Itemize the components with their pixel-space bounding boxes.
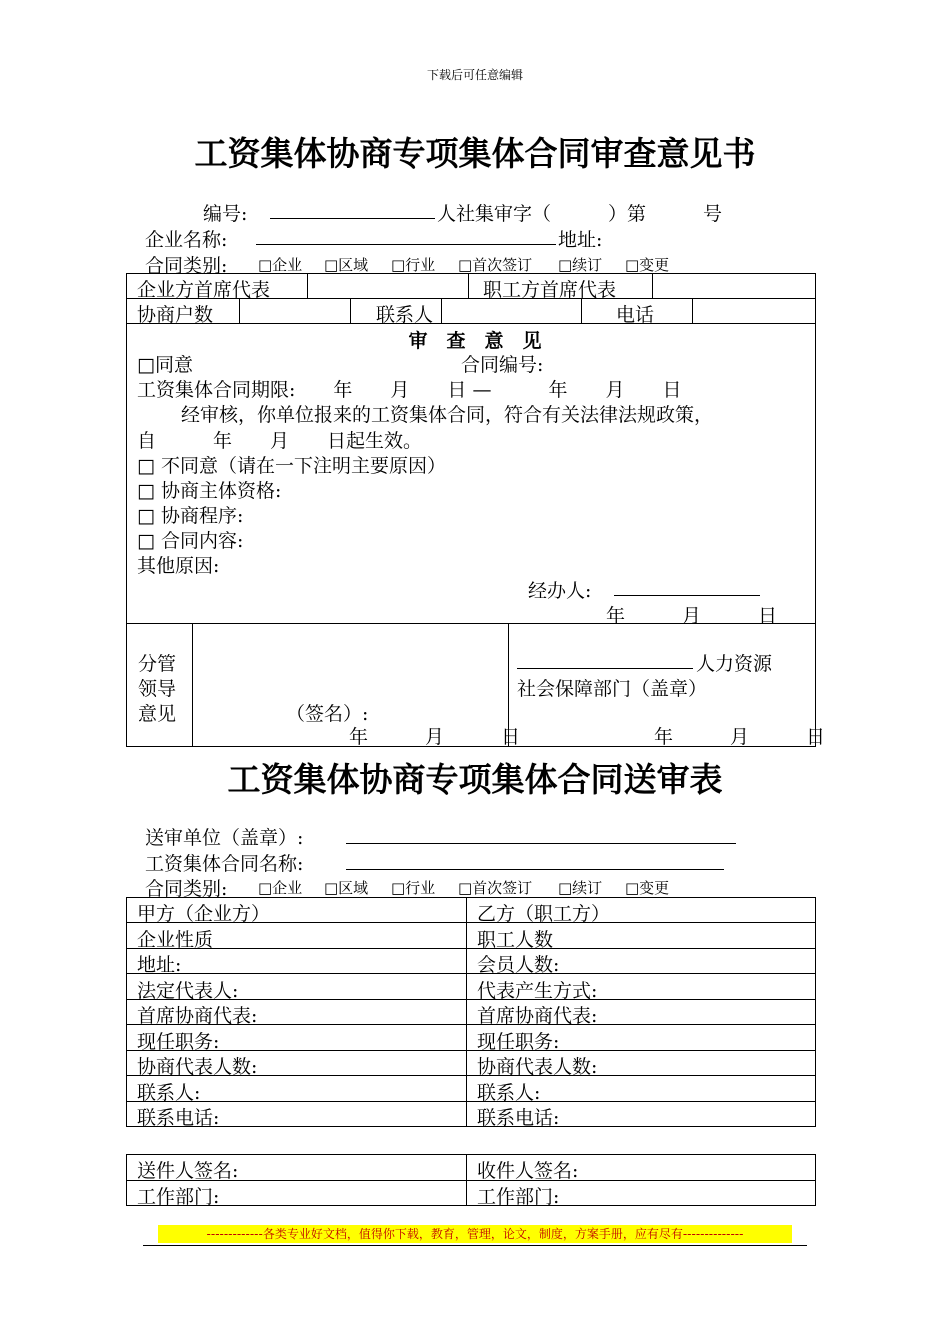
dept-line-1: 人力资源 (696, 653, 773, 675)
reason-content-checkbox[interactable]: □ 合同内容: (137, 530, 244, 552)
receiver-signature-label: 收件人签名: (477, 1160, 579, 1182)
type2-first-checkbox[interactable]: □首次签订 (458, 879, 533, 897)
reason-procedure-checkbox[interactable]: □ 协商程序: (137, 505, 244, 527)
employee-rep-field[interactable] (657, 278, 807, 296)
contract-number-label: 合同编号: (461, 354, 544, 376)
party-b-row: 联系电话: (477, 1107, 560, 1129)
dept-date: 年 月 日 (654, 726, 826, 748)
type2-industry-checkbox[interactable]: □行业 (391, 879, 436, 897)
type-region-checkbox[interactable]: □区域 (324, 256, 369, 274)
type-industry-checkbox[interactable]: □行业 (391, 256, 436, 274)
dept-line-2: 社会保障部门（盖章） (517, 678, 708, 700)
review-title: 审 查 意 见 (408, 330, 542, 352)
other-reason-label: 其他原因: (137, 555, 220, 577)
party-a-row: 法定代表人: (137, 980, 239, 1002)
form1-title: 工资集体协商专项集体合同审查意见书 (194, 134, 756, 173)
approval-text: 经审核，你单位报来的工资集体合同，符合有关法律法规政策， (181, 404, 714, 426)
type-label-2: 合同类别: (145, 878, 228, 900)
number-suffix: 人社集审字（ ）第 号 (437, 203, 723, 225)
contact-field[interactable] (446, 303, 576, 321)
party-b-row: 会员人数: (477, 954, 560, 976)
households-field[interactable] (245, 303, 345, 321)
contact-label: 联系人 (376, 304, 434, 326)
party-b-row: 首席协商代表: (477, 1005, 598, 1027)
party-b-row: 职工人数 (477, 929, 554, 951)
party-a-header: 甲方（企业方） (137, 903, 271, 925)
dept-field[interactable] (517, 650, 693, 669)
type2-enterprise-checkbox[interactable]: □企业 (258, 879, 303, 897)
type-change-checkbox[interactable]: □变更 (625, 256, 670, 274)
submit-unit-label: 送审单位（盖章）: (145, 827, 304, 849)
type-first-checkbox[interactable]: □首次签订 (458, 256, 533, 274)
type2-renew-checkbox[interactable]: □续订 (558, 879, 603, 897)
company-field[interactable] (256, 226, 556, 245)
party-b-header: 乙方（职工方） (477, 903, 611, 925)
employee-rep-label: 职工方首席代表 (483, 279, 617, 301)
contract-period: 工资集体合同期限: 年 月 日 — 年 月 日 (137, 379, 682, 401)
employer-rep-field[interactable] (312, 278, 462, 296)
submit-unit-field[interactable] (346, 825, 736, 844)
leader-opinion-field[interactable] (198, 630, 498, 695)
address-label: 地址: (558, 229, 603, 251)
party-b-row: 联系人: (477, 1082, 541, 1104)
agree-checkbox[interactable]: □同意 (137, 354, 193, 376)
phone-label: 电话 (616, 304, 655, 326)
handler-field[interactable] (614, 577, 760, 596)
sender-dept-label: 工作部门: (137, 1186, 220, 1208)
reason-qualification-checkbox[interactable]: □ 协商主体资格: (137, 480, 282, 502)
footer-banner: -------------各类专业好文档，值得你下载，教育，管理，论文，制度，方案手册，应有尽有-------------- (158, 1225, 792, 1243)
number-field[interactable] (270, 200, 435, 219)
party-a-row: 现任职务: (137, 1031, 220, 1053)
disagree-checkbox[interactable]: □ 不同意（请在一下注明主要原因） (137, 455, 446, 477)
leader-label-3: 意见 (138, 703, 177, 725)
party-a-row: 首席协商代表: (137, 1005, 258, 1027)
contract-name-field[interactable] (346, 851, 724, 870)
party-a-row: 联系电话: (137, 1107, 220, 1129)
sign-label: （签名）: (286, 703, 369, 725)
party-b-row: 代表产生方式: (477, 980, 598, 1002)
party-a-row: 联系人: (137, 1082, 201, 1104)
form2-title: 工资集体协商专项集体合同送审表 (227, 760, 723, 799)
type2-change-checkbox[interactable]: □变更 (625, 879, 670, 897)
party-a-row: 协商代表人数: (137, 1056, 258, 1078)
company-label: 企业名称: (145, 229, 228, 251)
leader-label-1: 分管 (138, 653, 177, 675)
households-label: 协商户数 (137, 304, 214, 326)
leader-label-2: 领导 (138, 678, 177, 700)
sender-signature-label: 送件人签名: (137, 1160, 239, 1182)
number-label: 编号: (203, 203, 248, 225)
contract-name-label: 工资集体合同名称: (145, 853, 304, 875)
party-a-row: 地址: (137, 954, 182, 976)
header-note: 下载后可任意编辑 (426, 68, 523, 82)
type2-region-checkbox[interactable]: □区域 (324, 879, 369, 897)
handler-label: 经办人: (528, 580, 592, 602)
effective-date: 自 年 月 日起生效。 (137, 430, 423, 452)
footer-divider (143, 1245, 807, 1246)
type-renew-checkbox[interactable]: □续订 (558, 256, 603, 274)
receiver-dept-label: 工作部门: (477, 1186, 560, 1208)
type-enterprise-checkbox[interactable]: □企业 (258, 256, 303, 274)
type-label: 合同类别: (145, 255, 228, 277)
party-b-row: 现任职务: (477, 1031, 560, 1053)
party-b-row: 协商代表人数: (477, 1056, 598, 1078)
party-a-row: 企业性质 (137, 929, 214, 951)
phone-field[interactable] (697, 303, 807, 321)
handler-date: 年 月 日 (606, 605, 778, 627)
sign-date: 年 月 日 (349, 726, 521, 748)
employer-rep-label: 企业方首席代表 (137, 279, 271, 301)
